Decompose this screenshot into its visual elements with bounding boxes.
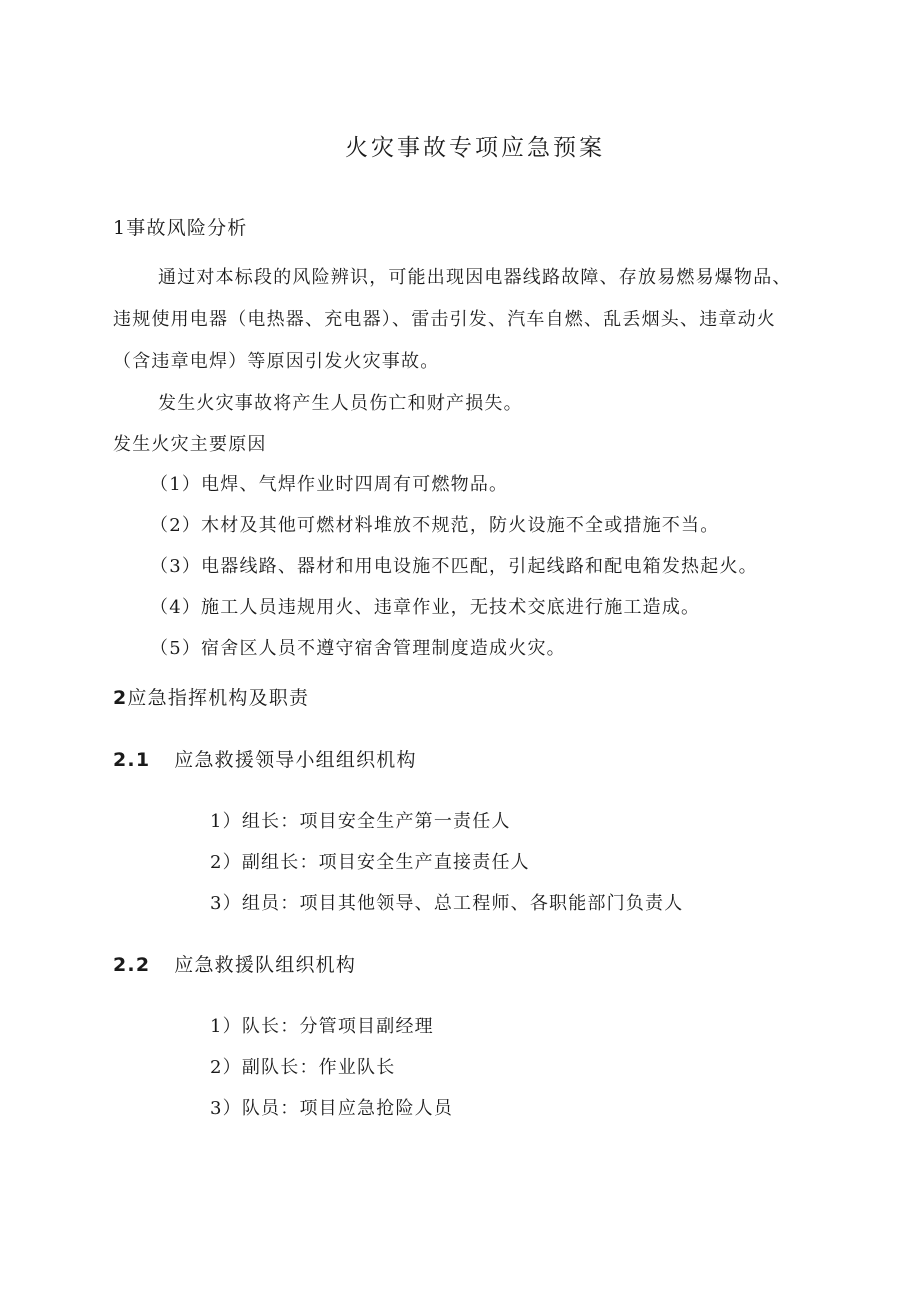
paragraph-line: （含违章电焊）等原因引发火灾事故。 [113, 351, 440, 372]
list-item: 1）组长：项目安全生产第一责任人 [210, 811, 511, 832]
list-item: 1）队长：分管项目副经理 [210, 1016, 434, 1037]
list-item: 3）组员：项目其他领导、总工程师、各职能部门负责人 [210, 893, 684, 914]
cause-item: （2）木材及其他可燃材料堆放不规范，防火设施不全或措施不当。 [150, 515, 720, 536]
subsection-2-1-number: 2.1 [113, 749, 151, 771]
subsection-2-1-title: 应急救援领导小组组织机构 [174, 749, 417, 771]
document-title: 火灾事故专项应急预案 [345, 135, 605, 161]
subsection-2-2-heading [113, 953, 356, 977]
paragraph-line: 违规使用电器（电热器、充电器）、雷击引发、汽车自燃、乱丢烟头、违章动火 [113, 309, 776, 330]
section-2-heading [113, 686, 309, 710]
cause-item: （1）电焊、气焊作业时四周有可燃物品。 [150, 474, 509, 495]
list-item: 3）队员：项目应急抢险人员 [210, 1098, 454, 1119]
section-2-number: 2 [113, 687, 128, 709]
cause-item: （3）电器线路、器材和用电设施不匹配，引起线路和配电箱发热起火。 [150, 556, 758, 577]
list-item: 2）副组长：项目安全生产直接责任人 [210, 852, 530, 873]
cause-item: （4）施工人员违规用火、违章作业，无技术交底进行施工造成。 [150, 597, 701, 618]
subsection-2-2-title: 应急救援队组织机构 [174, 954, 357, 976]
paragraph-line: 通过对本标段的风险辨识，可能出现因电器线路故障、存放易燃易爆物品、 [158, 267, 792, 288]
list-item: 2）副队长：作业队长 [210, 1057, 396, 1078]
cause-item: （5）宿舍区人员不遵守宿舍管理制度造成火灾。 [150, 638, 566, 659]
causes-heading: 发生火灾主要原因 [113, 434, 267, 455]
paragraph-line: 发生火灾事故将产生人员伤亡和财产损失。 [158, 393, 523, 414]
subsection-2-1-heading [113, 748, 417, 772]
subsection-2-2-number: 2.2 [113, 954, 151, 976]
section-2-title: 应急指挥机构及职责 [127, 687, 310, 709]
section-1-heading: 1事故风险分析 [113, 217, 248, 239]
